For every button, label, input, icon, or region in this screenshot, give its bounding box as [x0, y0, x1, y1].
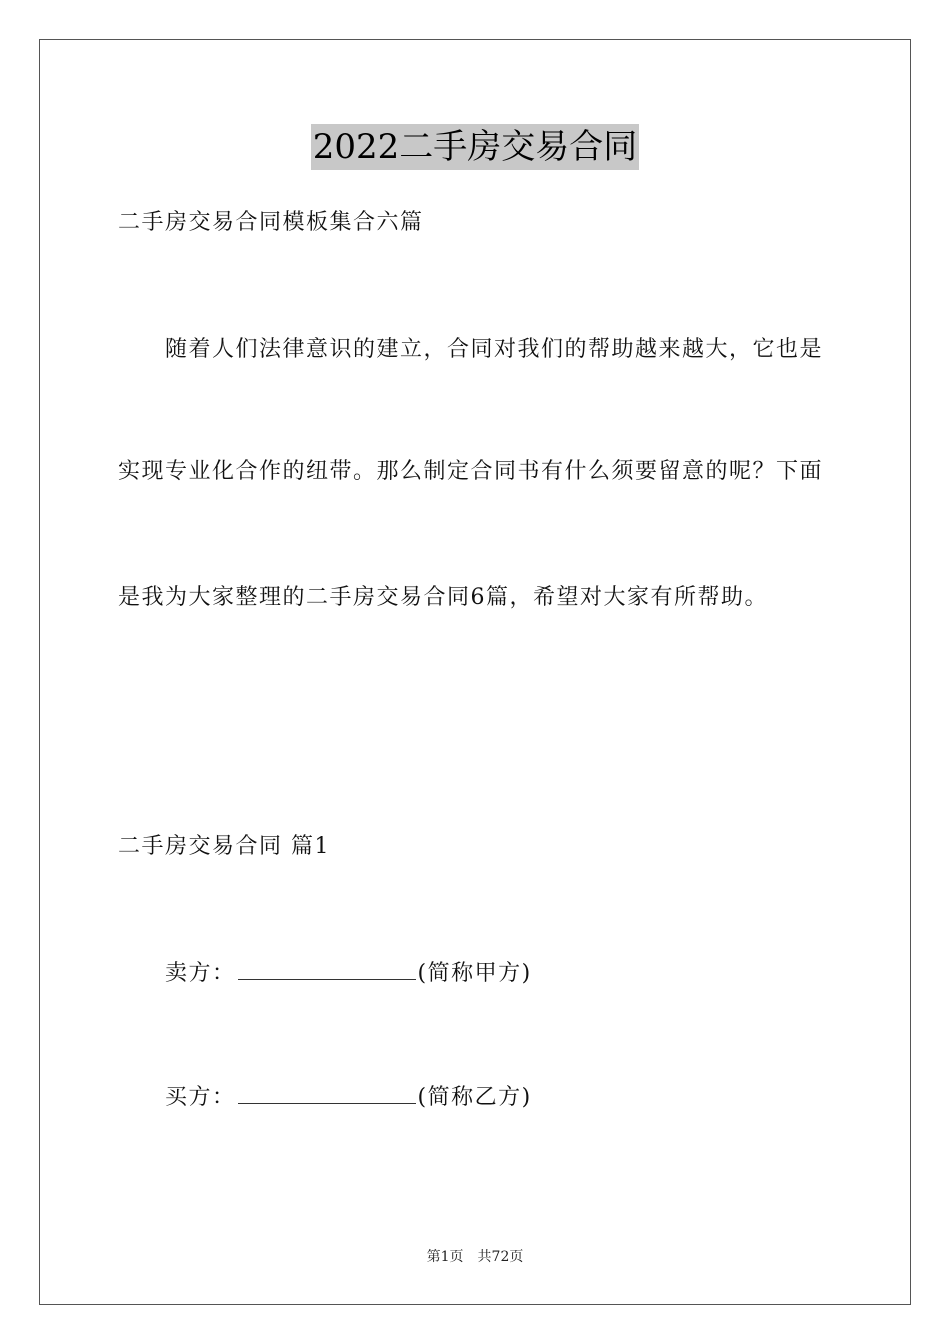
- intro-paragraph-line-2: 实现专业化合作的纽带。那么制定合同书有什么须要留意的呢？下面: [118, 459, 824, 484]
- buyer-suffix: (简称乙方): [417, 1085, 532, 1110]
- title-container: [0, 124, 950, 170]
- seller-line: [165, 957, 532, 989]
- document-subtitle: 二手房交易合同模板集合六篇: [118, 210, 424, 235]
- page-footer: [0, 1248, 950, 1266]
- page-total: 共72页: [477, 1249, 524, 1265]
- seller-label: 卖方：: [165, 961, 236, 986]
- page-number: 第1页: [426, 1249, 464, 1265]
- buyer-blank-field[interactable]: [238, 1081, 416, 1104]
- buyer-label: 买方：: [165, 1085, 236, 1110]
- intro-paragraph-line-1: 随着人们法律意识的建立，合同对我们的帮助越来越大，它也是: [165, 337, 824, 362]
- seller-blank-field[interactable]: [238, 957, 416, 980]
- seller-suffix: (简称甲方): [417, 961, 532, 986]
- section-heading: 二手房交易合同 篇1: [118, 834, 330, 859]
- buyer-line: [165, 1081, 532, 1113]
- intro-paragraph-line-3: 是我为大家整理的二手房交易合同6篇，希望对大家有所帮助。: [118, 585, 768, 610]
- document-title: 2022二手房交易合同: [311, 124, 640, 170]
